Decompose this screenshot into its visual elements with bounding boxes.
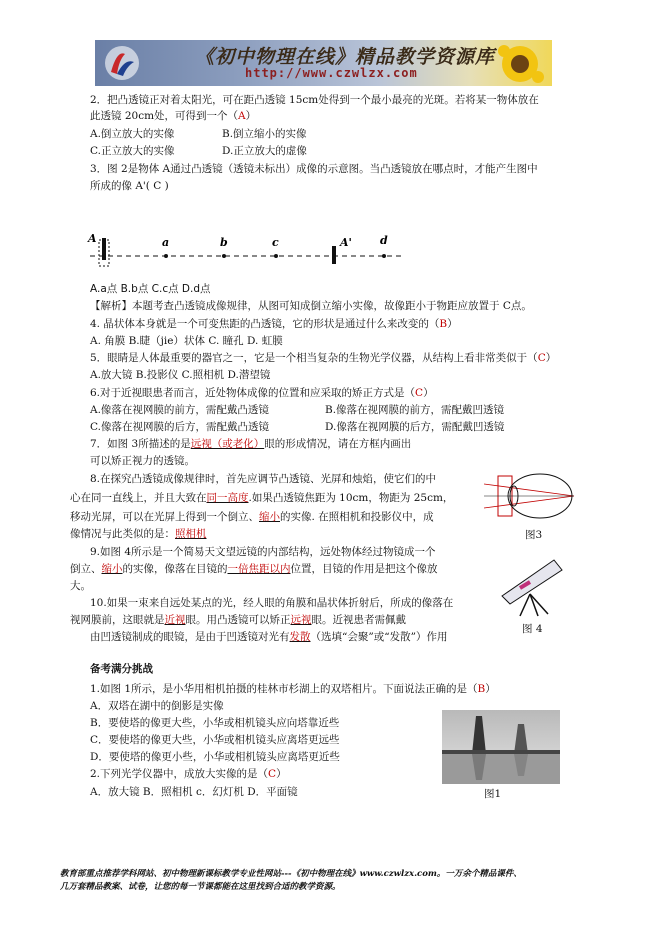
q2-answer: A xyxy=(238,110,246,122)
c1-option-a: A．双塔在湖中的倒影是实像 xyxy=(90,700,224,712)
q9-line3: 大。 xyxy=(70,580,91,592)
q8-line3: 移动光屏，可以在光屏上得到一个倒立、缩小的实像. 在照相机和投影仪中，成 xyxy=(70,511,434,523)
fig2-label-A-prime: A' xyxy=(340,236,352,249)
q6-option-d: D.像落在视网膜的后方，需配戴凹透镜 xyxy=(325,421,505,433)
q2-line2: 此透镜 20cm处，可得到一个（A） xyxy=(90,110,257,122)
fig2-label-A: A xyxy=(88,232,97,245)
figure-2-optics-diagram xyxy=(86,226,408,276)
q4-options: A. 角膜 B.睫（jie）状体 C. 瞳孔 D. 虹膜 xyxy=(90,335,283,347)
q10-line3: 由凹透镜制成的眼镜，是由于凹透镜对光有发散（选填“会聚”或“发散”）作用 xyxy=(90,631,448,643)
q10-blank-3: 发散 xyxy=(289,631,311,643)
header-url[interactable]: http://www.czwlzx.com xyxy=(245,66,418,80)
fig4-caption: 图 4 xyxy=(522,623,543,635)
q10-blank-2: 远视 xyxy=(290,614,312,626)
q6-option-c: C.像落在视网膜的后方，需配戴凸透镜 xyxy=(90,421,269,433)
c1-answer: B xyxy=(477,683,486,695)
q9-line1: 9.如图 4所示是一个简易天文望远镜的内部结构，远处物体经过物镜成一个 xyxy=(90,546,436,558)
q3-line2: 所成的像 A'( C ) xyxy=(90,180,169,192)
q7-line1: 7．如图 3所描述的是远视（或老化）眼的形成情况，请在方框内画出 xyxy=(90,438,412,450)
q7-line2: 可以矫正视力的透镜。 xyxy=(90,455,195,467)
q6-answer: C xyxy=(415,387,424,399)
fig1-caption: 图1 xyxy=(484,788,502,800)
q10-line2: 视网膜前，这眼就是近视眼。用凸透镜可以矫正远视眼。近视患者需佩戴 xyxy=(70,614,406,626)
footer-line2: 几万套精品教案、试卷，让您的每一节课都能在这里找到合适的教学资源。 xyxy=(60,882,341,892)
c2-line1: 2.下列光学仪器中，成放大实像的是（C） xyxy=(90,768,287,780)
section-title: 备考满分挑战 xyxy=(90,663,153,675)
q4-answer: B xyxy=(439,318,448,330)
q6-option-b: B.像落在视网膜的前方，需配戴凹透镜 xyxy=(325,404,505,416)
q8-line4: 像情况与此类似的是：照相机 xyxy=(70,528,207,540)
q4-line1: 4. 晶状体本身就是一个可变焦距的凸透镜，它的形状是通过什么来改变的（B） xyxy=(90,318,458,330)
c1-option-d: D．要使塔的像更小些，小华或相机镜头应离塔更近些 xyxy=(90,751,340,763)
q10-blank-1: 近视 xyxy=(164,614,186,626)
sunflower-icon xyxy=(494,43,546,85)
q5-options: A.放大镜 B.投影仪 C.照相机 D.潜望镜 xyxy=(90,369,271,381)
q8-blank-3: 照相机 xyxy=(175,528,207,540)
q8-line1: 8.在探究凸透镜成像规律时，首先应调节凸透镜、光屏和烛焰，使它们的中 xyxy=(90,473,437,485)
q10-line1: 10.如果一束来自远处某点的光，经人眼的角膜和晶状体折射后，所成的像落在 xyxy=(90,597,454,609)
fig3-caption: 图3 xyxy=(525,529,543,541)
fig2-label-c: c xyxy=(272,236,279,249)
fig2-label-d: d xyxy=(380,234,388,247)
c1-option-b: B．要使塔的像更大些，小华或相机镜头应向塔靠近些 xyxy=(90,717,340,729)
q2-option-b: B.倒立缩小的实像 xyxy=(222,128,307,140)
footer-line1: 教育部重点推荐学科网站、初中物理新课标教学专业性网站---《初中物理在线》www.czwlzx.com。一万余个精品课件、 xyxy=(60,869,522,879)
header-title: 《初中物理在线》精品教学资源库 xyxy=(195,46,496,68)
q7-blank: 远视（或老化） xyxy=(190,438,265,450)
c2-answer: C xyxy=(268,768,277,780)
q3-line1: 3．图 2是物体 A通过凸透镜（透镜未标出）成像的示意图。当凸透镜放在哪点时，才能产生图中 xyxy=(90,163,538,175)
q2-option-c: C.正立放大的实像 xyxy=(90,145,175,157)
q8-blank-1: 同一高度 xyxy=(206,492,249,504)
c1-line1: 1.如图 1所示，是小华用相机拍摄的桂林市杉湖上的双塔相片。下面说法正确的是（B） xyxy=(90,683,496,695)
q8-blank-2: 缩小 xyxy=(259,511,280,523)
q5-line1: 5．眼睛是人体最重要的器官之一，它是一个相当复杂的生物光学仪器，从结构上看非常类似于（C） xyxy=(90,352,557,364)
q9-line2: 倒立、缩小的实像，像落在目镜的一倍焦距以内位置，目镜的作用是把这个像放 xyxy=(70,563,438,575)
q2-line1: 2．把凸透镜正对着太阳光，可在距凸透镜 15cm处得到一个最小最亮的光斑。若将某一物体放在 xyxy=(90,94,539,106)
q3-analysis: 【解析】本题考查凸透镜成像规律，从图可知成倒立缩小实像，故像距小于物距应放置于 C点。 xyxy=(90,300,532,312)
q2-option-a: A.倒立放大的实像 xyxy=(90,128,175,140)
c1-option-c: C．要使塔的像更大些，小华或相机镜头应离塔更远些 xyxy=(90,734,340,746)
fig2-label-b: b xyxy=(220,236,228,249)
q6-line1: 6.对于近视眼患者而言，近处物体成像的位置和应采取的矫正方式是（C） xyxy=(90,387,434,399)
q9-blank-1: 缩小 xyxy=(101,563,123,575)
q8-line2: 心在同一直线上，并且大致在同一高度.如果凸透镜焦距为 10cm，物距为 25cm， xyxy=(70,492,454,504)
figure-1-pagoda-photo xyxy=(442,710,560,784)
figure-4-telescope xyxy=(500,556,564,618)
c2-options: A．放大镜 B．照相机 c．幻灯机 D．平面镜 xyxy=(90,786,298,798)
header-banner xyxy=(95,40,552,86)
q5-answer: C xyxy=(537,352,546,364)
q3-options: A.a点 B.b点 C.c点 D.d点 xyxy=(90,283,211,295)
q6-option-a: A.像落在视网膜的前方，需配戴凸透镜 xyxy=(90,404,269,416)
q9-blank-2: 一倍焦距以内 xyxy=(227,563,291,575)
figure-3-eye-diagram xyxy=(484,470,584,522)
q2-option-d: D.正立放大的虚像 xyxy=(222,145,307,157)
site-logo-icon xyxy=(103,44,141,82)
page-footer xyxy=(60,868,620,894)
fig2-label-a: a xyxy=(162,236,170,249)
